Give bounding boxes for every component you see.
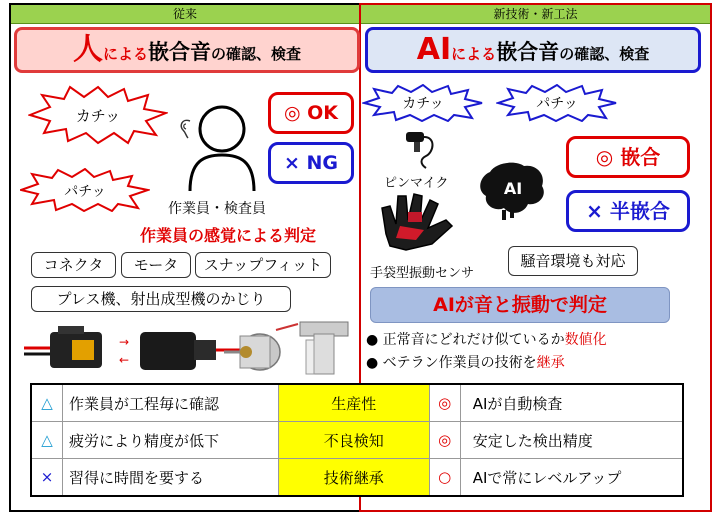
- ok-bubble: ◎ OK: [268, 92, 354, 134]
- sound-label: パチッ: [536, 96, 578, 112]
- double-circle-icon: ◎: [429, 384, 460, 422]
- right-title-tail: の確認、検査: [559, 45, 650, 63]
- right-cell: AIが自動検査: [460, 384, 683, 422]
- table-row: [31, 422, 683, 459]
- bullet-icon: ●: [366, 332, 379, 348]
- right-title: [365, 27, 701, 73]
- bullet-icon: ●: [366, 355, 379, 371]
- arrow-left-icon: ←: [118, 353, 130, 367]
- left-title: [14, 27, 360, 73]
- ai-judgement-banner: AIが音と振動で判定: [370, 287, 670, 323]
- left-cell: 疲労により精度が低下: [63, 422, 279, 459]
- category-cell: 技術継承: [278, 459, 429, 497]
- right-cell: 安定した検出精度: [460, 422, 683, 459]
- connector-image: [22, 318, 242, 378]
- bullet-inherit: ● ベテラン作業員の技術を継承: [366, 355, 565, 371]
- fit-half-bubble: × 半嵌合: [566, 190, 690, 232]
- pin-mic-label: ピンマイク: [384, 176, 449, 191]
- glove-sensor-icon: [376, 190, 460, 254]
- t-piece-image: [298, 318, 350, 378]
- right-title-main: 嵌合音: [496, 40, 560, 64]
- judgement-text: 作業員の感覚による判定: [140, 226, 317, 245]
- person-label: 作業員・検査員: [168, 201, 266, 217]
- triangle-icon: △: [31, 422, 63, 459]
- table-row: [31, 459, 683, 497]
- sound-burst-kachi-left: [28, 85, 168, 145]
- left-cell: 習得に時間を要する: [63, 459, 279, 497]
- sound-burst-pachi-right: [496, 84, 618, 122]
- category-cell: 生産性: [278, 384, 429, 422]
- sound-burst-pachi-left: [20, 168, 150, 212]
- left-title-big: 人: [72, 32, 103, 67]
- tag-motor: モータ: [121, 252, 191, 278]
- bullet-quantify: ● 正常音にどれだけ似ているか数値化: [366, 332, 607, 348]
- sound-burst-kachi-right: [362, 84, 484, 122]
- right-header: 新技術・新工法: [361, 5, 710, 24]
- sound-label: カチッ: [402, 96, 444, 112]
- glove-sensor-label: 手袋型振動センサ: [370, 266, 475, 281]
- left-cell: 作業員が工程毎に確認: [63, 384, 279, 422]
- tag-connector: コネクタ: [31, 252, 116, 278]
- left-title-tail: の確認、検査: [211, 45, 302, 63]
- right-title-mid: による: [451, 45, 497, 63]
- ai-icon-label: AI: [503, 179, 523, 198]
- triangle-icon: △: [31, 384, 63, 422]
- sound-label: パチッ: [64, 184, 106, 200]
- ng-bubble: × NG: [268, 142, 354, 184]
- category-cell: 不良検知: [278, 422, 429, 459]
- double-circle-icon: ◎: [429, 422, 460, 459]
- right-title-big: AI: [416, 32, 452, 67]
- table-row: [31, 384, 683, 422]
- person-icon: [186, 103, 258, 193]
- ai-brain-icon: [476, 160, 550, 222]
- tag-press-machine: プレス機、射出成型機のかじり: [31, 286, 291, 312]
- left-title-main: 嵌合音: [148, 40, 211, 64]
- cross-icon: ×: [31, 459, 63, 497]
- pin-mic-icon: [400, 128, 448, 170]
- comparison-table: [30, 383, 684, 497]
- left-title-mid: による: [102, 45, 148, 63]
- motor-image: [220, 322, 300, 378]
- arrow-right-icon: →: [118, 335, 130, 349]
- circle-icon: ○: [429, 459, 460, 497]
- left-header: 従来: [11, 5, 359, 24]
- sound-label: カチッ: [75, 107, 121, 125]
- noise-note: 騒音環境も対応: [508, 246, 638, 276]
- right-cell: AIで常にレベルアップ: [460, 459, 683, 497]
- fit-ok-bubble: ◎ 嵌合: [566, 136, 690, 178]
- tag-snap-fit: スナップフィット: [195, 252, 331, 278]
